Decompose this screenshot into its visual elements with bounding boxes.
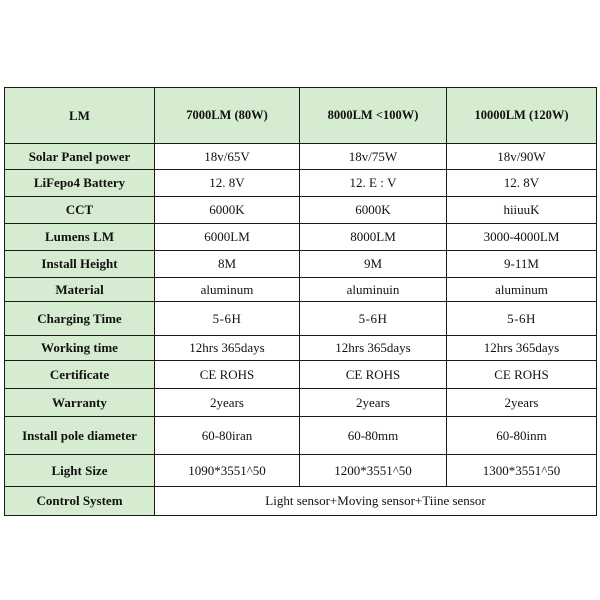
- table-row: [5, 144, 597, 170]
- table-cell: 1090*3551^50: [155, 455, 300, 487]
- table-cell: 60-80inm: [447, 417, 597, 455]
- table-cell: 6000K: [155, 197, 300, 224]
- table-cell: 6000LM: [155, 224, 300, 251]
- header-column-100w: 8000LM <100W): [300, 88, 447, 144]
- table-row: [5, 197, 597, 224]
- table-row: [5, 251, 597, 278]
- row-label: Install Height: [5, 251, 155, 278]
- row-label: Working time: [5, 336, 155, 361]
- row-label: LiFepo4 Battery: [5, 170, 155, 197]
- table-cell: aluminum: [155, 278, 300, 302]
- table-cell: 12. E : V: [300, 170, 447, 197]
- table-row: [5, 361, 597, 389]
- table-cell: 9M: [300, 251, 447, 278]
- table-cell: 12. 8V: [155, 170, 300, 197]
- table-cell: 12hrs 365days: [447, 336, 597, 361]
- header-column-80w: 7000LM (80W): [155, 88, 300, 144]
- table-row: [5, 455, 597, 487]
- table-cell: 60-80mm: [300, 417, 447, 455]
- table-cell: 5-6H: [155, 302, 300, 336]
- row-label: Install pole diameter: [5, 417, 155, 455]
- table-cell: 2years: [155, 389, 300, 417]
- table-cell: CE ROHS: [300, 361, 447, 389]
- row-label: Solar Panel power: [5, 144, 155, 170]
- table-row: [5, 224, 597, 251]
- row-label: Control System: [5, 487, 155, 516]
- table-row: [5, 389, 597, 417]
- row-label: Lumens LM: [5, 224, 155, 251]
- row-label: Charging Time: [5, 302, 155, 336]
- table-cell: 2years: [447, 389, 597, 417]
- table-cell: 3000-4000LM: [447, 224, 597, 251]
- table-header-row: [5, 88, 597, 144]
- row-label: CCT: [5, 197, 155, 224]
- table-row: [5, 302, 597, 336]
- table-cell: aluminum: [447, 278, 597, 302]
- table-cell: 18v/75W: [300, 144, 447, 170]
- row-label: Warranty: [5, 389, 155, 417]
- table-cell: 12. 8V: [447, 170, 597, 197]
- table-cell: 12hrs 365days: [155, 336, 300, 361]
- table-cell: 8000LM: [300, 224, 447, 251]
- row-label: Material: [5, 278, 155, 302]
- control-system-row: [5, 487, 597, 516]
- table-cell: 6000K: [300, 197, 447, 224]
- table-cell: 1200*3551^50: [300, 455, 447, 487]
- spec-table: [4, 87, 597, 516]
- table-cell: CE ROHS: [447, 361, 597, 389]
- header-label-cell: LM: [5, 88, 155, 144]
- table-cell: 5-6H: [300, 302, 447, 336]
- table-cell: hiiuuK: [447, 197, 597, 224]
- table-row: [5, 336, 597, 361]
- table-cell: 5-6H: [447, 302, 597, 336]
- header-column-120w: 10000LM (120W): [447, 88, 597, 144]
- table-row: [5, 170, 597, 197]
- row-label: Light Size: [5, 455, 155, 487]
- table-cell: aluminuin: [300, 278, 447, 302]
- table-cell: 18v/90W: [447, 144, 597, 170]
- row-label: Certificate: [5, 361, 155, 389]
- table-cell: 8M: [155, 251, 300, 278]
- table-cell: CE ROHS: [155, 361, 300, 389]
- table-cell: 1300*3551^50: [447, 455, 597, 487]
- table-cell: 9-11M: [447, 251, 597, 278]
- table-cell: 12hrs 365days: [300, 336, 447, 361]
- spec-table-frame: [4, 87, 596, 515]
- table-cell: 18v/65V: [155, 144, 300, 170]
- table-row: [5, 417, 597, 455]
- table-row: [5, 278, 597, 302]
- table-cell: 2years: [300, 389, 447, 417]
- control-system-value: Light sensor+Moving sensor+Tiine sensor: [155, 487, 597, 516]
- table-cell: 60-80iran: [155, 417, 300, 455]
